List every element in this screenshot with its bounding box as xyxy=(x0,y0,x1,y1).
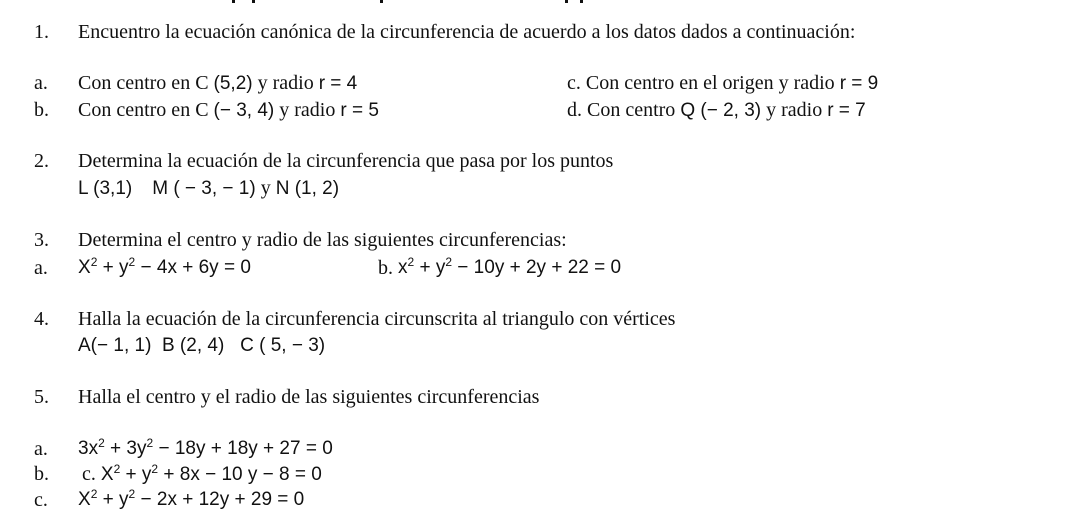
question-number: 2. xyxy=(34,150,49,172)
cropped-mark xyxy=(252,0,255,3)
vertex-a: A(− 1, 1) xyxy=(78,335,152,356)
item-label: a. xyxy=(34,72,48,94)
radius-value: r = 9 xyxy=(839,73,879,94)
question-text: Determina el centro y radio de las siguientes circunferencias: xyxy=(78,229,567,251)
center-value: (− 3, 4) xyxy=(213,100,275,121)
center-value: Q (− 2, 3) xyxy=(680,100,762,121)
question-text: Halla la ecuación de la circunferencia circunscrita al triangulo con vértices xyxy=(78,308,676,330)
item-label: b. xyxy=(378,257,393,279)
item-prefix: Con centro en C xyxy=(78,99,209,121)
center-value: (5,2) xyxy=(213,73,253,94)
points-list xyxy=(78,177,339,200)
item-prefix: c. Con centro en el origen y radio xyxy=(567,72,835,94)
item-label: c. xyxy=(34,489,48,511)
question-number: 5. xyxy=(34,386,49,408)
question-number: 1. xyxy=(34,21,49,43)
radius-value: r = 7 xyxy=(827,100,866,121)
equation: $X^2 + y^2 - 2x + 12y + 29 = 0$ xyxy=(78,487,305,510)
question-number: 4. xyxy=(34,308,49,330)
question-text: Determina la ecuación de la circunferencia que pasa por los puntos xyxy=(78,150,614,172)
question-text: Halla el centro y el radio de las siguientes circunferencias xyxy=(78,386,540,408)
cropped-mark xyxy=(232,0,235,3)
item-text xyxy=(567,99,866,122)
item-mid: y radio xyxy=(257,72,314,94)
item-mid: y radio xyxy=(279,99,336,121)
vertex-c: C ( 5, − 3) xyxy=(240,335,326,356)
cropped-mark xyxy=(565,0,568,3)
equation: $X^2 + y^2 - 4x + 6y = 0$ xyxy=(78,255,251,278)
item-text xyxy=(567,72,878,95)
item-prefix: d. Con centro xyxy=(567,99,676,121)
vertices-list xyxy=(78,335,325,357)
cropped-mark xyxy=(580,0,583,3)
equation: $3x^2 + 3y^2 - 18y + 18y + 27 = 0$ xyxy=(78,436,333,459)
equation: c. $X^2 + y^2 + 8x - 10$ y − 8 = 0 xyxy=(82,462,322,485)
point-l: L (3,1) xyxy=(78,178,133,199)
question-number: 3. xyxy=(34,229,49,251)
vertex-b: B (2, 4) xyxy=(161,335,225,356)
point-n: N (1, 2) xyxy=(275,178,340,199)
item-label: b. xyxy=(34,463,49,485)
item-prefix: Con centro en C xyxy=(78,72,209,94)
question-text: Encuentro la ecuación canónica de la circunferencia de acuerdo a los datos dados a continuación: xyxy=(78,21,856,43)
item-text xyxy=(78,99,379,122)
conjunction: y xyxy=(260,177,271,199)
radius-value: r = 4 xyxy=(318,73,358,94)
item-text xyxy=(78,72,357,95)
point-m: M ( − 3, − 1) xyxy=(152,178,256,199)
radius-value: r = 5 xyxy=(340,100,379,121)
item-label: b. xyxy=(34,99,49,121)
item-label: a. xyxy=(34,438,48,460)
cropped-mark xyxy=(380,0,383,3)
item-label: a. xyxy=(34,257,48,279)
item-mid: y radio xyxy=(766,99,823,121)
equation: $x^2 + y^2 - 10y + 2y + 22 = 0$ xyxy=(398,255,622,278)
